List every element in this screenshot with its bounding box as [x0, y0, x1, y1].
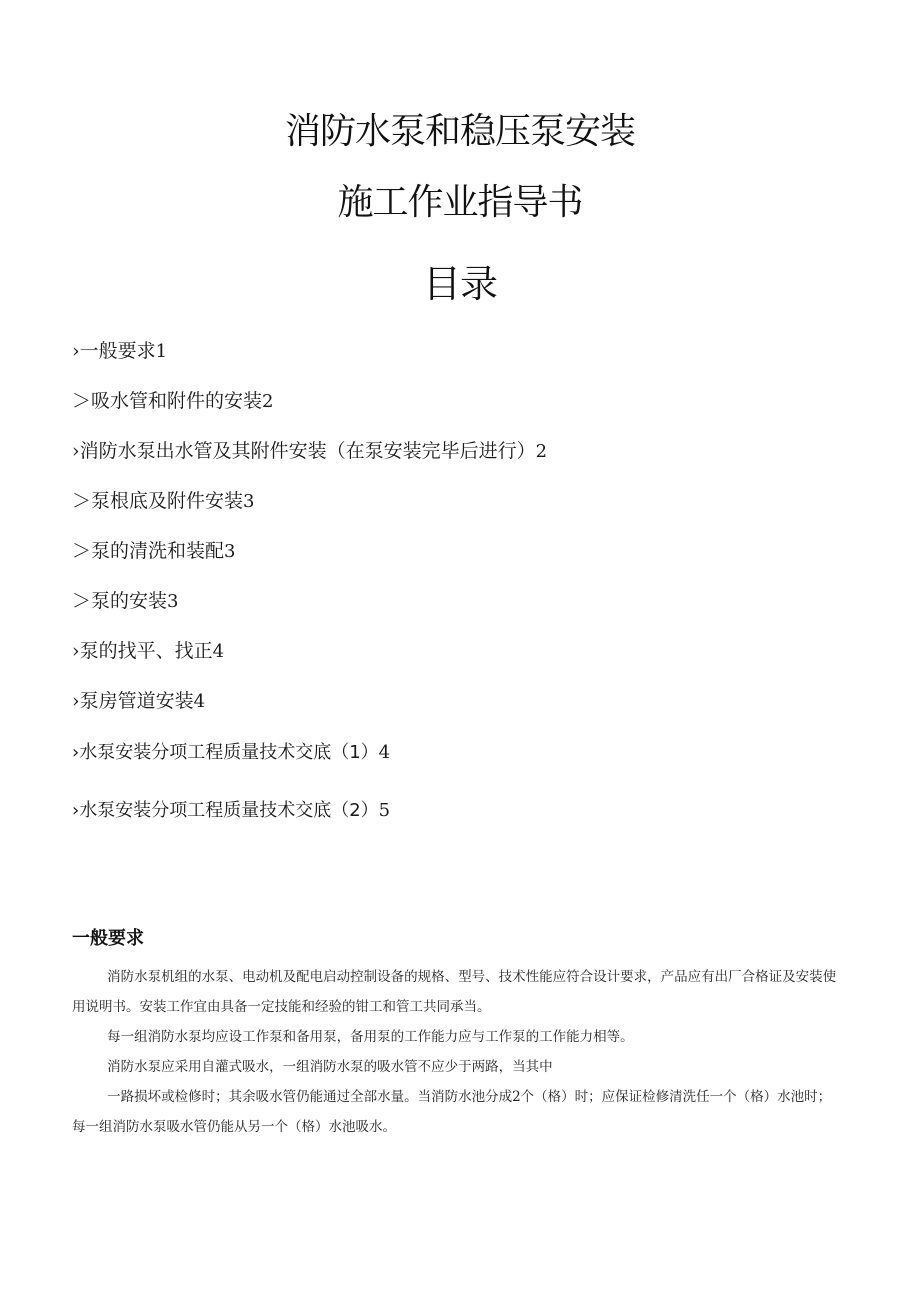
toc-item-pump-installation[interactable] [72, 584, 852, 634]
toc-item-quality-briefing-2[interactable] [72, 792, 852, 850]
toc-item-label: 吸水管和附件的安装 [91, 390, 263, 412]
toc-marker: ＞ [72, 390, 92, 412]
paragraph: 每一组消防水泵均应设工作泵和备用泵，备用泵的工作能力应与工作泵的工作能力相等。 [107, 1029, 634, 1045]
toc-marker: › [72, 640, 80, 662]
table-of-contents [72, 334, 852, 850]
section-body [72, 962, 842, 1142]
toc-page-number: 3 [167, 591, 179, 612]
toc-page-number: 4 [212, 641, 225, 662]
toc-page-number: 5 [378, 800, 391, 821]
toc-marker: ＞ [72, 590, 92, 612]
paragraph: 消防水泵机组的水泵、电动机及配电启动控制设备的规格、型号、技术性能应符合设计要求，产品应有出厂合格证及安装使用说明书。安装工作宜由具备一定技能和经验的钳工和管工共同承当。 [72, 969, 837, 1015]
toc-page-number: 4 [378, 742, 391, 763]
document-title-line-1: 消防水泵和稳压泵安装 [284, 111, 635, 152]
toc-item-label: 泵的找平、找正 [79, 640, 213, 662]
toc-heading: 目录 [422, 262, 497, 306]
toc-item-label: 泵房管道安装 [79, 690, 194, 712]
toc-item-pump-cleaning[interactable] [72, 534, 852, 584]
toc-page-number: 4 [193, 691, 206, 712]
toc-item-suction-pipe[interactable] [72, 384, 852, 434]
toc-item-pump-leveling[interactable] [72, 634, 852, 684]
toc-marker: › [72, 340, 80, 362]
toc-page-number: 1 [155, 341, 168, 362]
toc-item-label: 水泵安装分项工程质量技术交底（2） [79, 800, 379, 821]
toc-page-number: 2 [262, 391, 274, 412]
toc-item-label: 一般要求 [79, 340, 156, 362]
section-heading: 一般要求 [72, 928, 144, 949]
paragraph: 一路损坏或检修时；其余吸水管仍能通过全部水量。当消防水池分成2个（格）时；应保证检修清洗任一个（格）水池时；每一组消防水泵吸水管仍能从另一个（格）水池吸水。 [72, 1089, 832, 1135]
toc-marker: › [72, 690, 80, 712]
toc-item-pump-room-piping[interactable] [72, 684, 852, 734]
toc-item-pump-foundation[interactable] [72, 484, 852, 534]
toc-marker: ＞ [72, 540, 92, 562]
toc-item-label: 消防水泵出水管及其附件安装（在泵安装完毕后进行） [79, 440, 536, 462]
toc-page-number: 3 [243, 491, 255, 512]
toc-item-label: 泵的清洗和装配 [91, 540, 225, 562]
toc-marker: › [72, 742, 80, 763]
toc-item-label: 泵的安装 [91, 590, 168, 612]
toc-marker: › [72, 800, 80, 821]
document-title-line-2: 施工作业指导书 [337, 182, 583, 223]
paragraph: 消防水泵应采用自灌式吸水，一组消防水泵的吸水管不应少于两路，当其中 [107, 1059, 553, 1075]
toc-item-label: 泵根底及附件安装 [91, 490, 244, 512]
toc-item-general-requirements[interactable] [72, 334, 852, 384]
toc-item-quality-briefing-1[interactable] [72, 734, 852, 792]
toc-marker: › [72, 440, 80, 462]
toc-page-number: 3 [224, 541, 236, 562]
toc-page-number: 2 [535, 441, 548, 462]
toc-item-outlet-pipe[interactable] [72, 434, 852, 484]
toc-marker: ＞ [72, 490, 92, 512]
toc-item-label: 水泵安装分项工程质量技术交底（1） [79, 742, 379, 763]
